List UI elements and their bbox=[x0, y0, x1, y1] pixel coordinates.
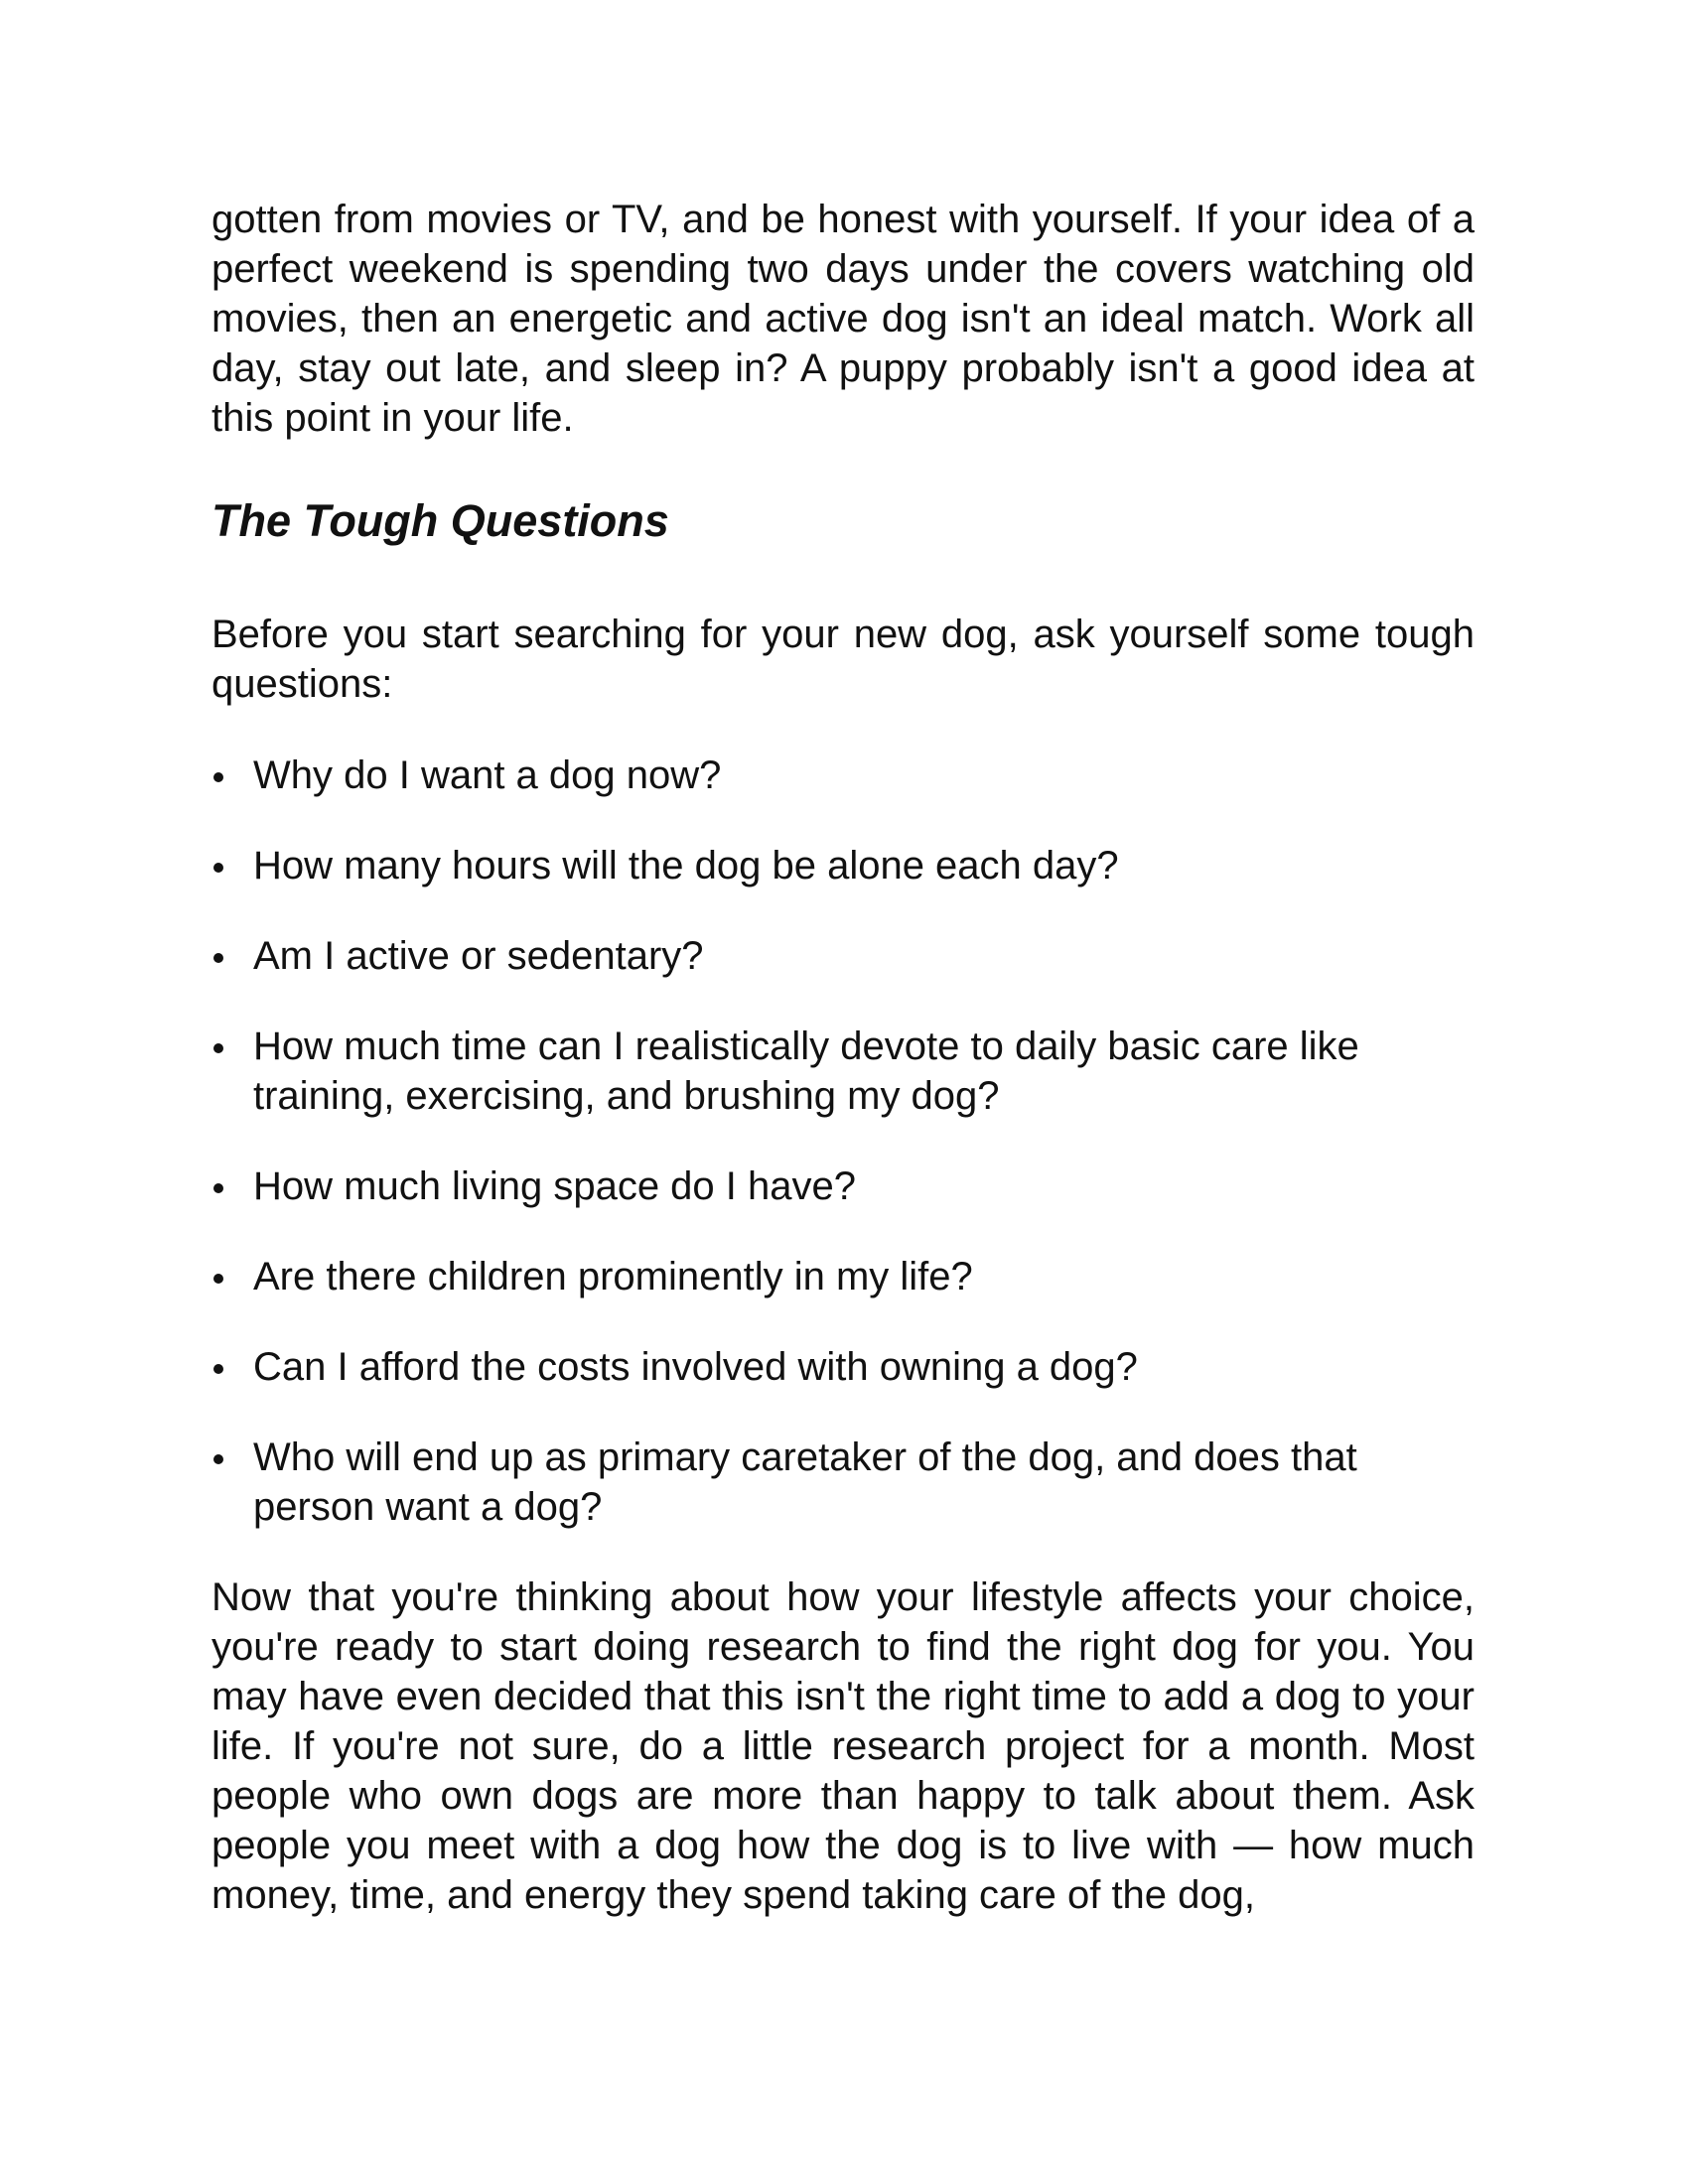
bullet-icon bbox=[213, 772, 223, 782]
question-text: Why do I want a dog now? bbox=[253, 753, 722, 797]
list-item bbox=[211, 1433, 1475, 1532]
document-page bbox=[211, 195, 1475, 1920]
question-text: Are there children prominently in my life? bbox=[253, 1255, 973, 1298]
bullet-icon bbox=[213, 863, 223, 873]
list-item bbox=[211, 1022, 1475, 1121]
question-text: How much living space do I have? bbox=[253, 1164, 856, 1208]
bullet-icon bbox=[213, 1454, 223, 1464]
list-item bbox=[211, 1161, 1475, 1211]
question-text: How much time can I realistically devote to daily basic care like training, exercising, and brushing my dog? bbox=[253, 1024, 1359, 1118]
list-item bbox=[211, 931, 1475, 981]
closing-paragraph: Now that you're thinking about how your lifestyle affects your choice, you're ready to start doing research to find the right dog for you. You may have even decided that this isn't the right time to add a dog to your life. If you're not sure, do a little research project for a month. Most people who own dogs are more than happy to talk about them. Ask people you meet with a dog how the dog is to live with — how much money, time, and energy they spend taking care of the dog, bbox=[211, 1575, 1475, 1917]
bullet-icon bbox=[213, 1183, 223, 1193]
opening-paragraph: gotten from movies or TV, and be honest with yourself. If your idea of a perfect weekend is spending two days under the covers watching old movies, then an energetic and active dog isn't an ideal match. Work all day, stay out late, and sleep in? A puppy probably isn't a good idea at this point in your life. bbox=[211, 198, 1475, 440]
intro-paragraph: Before you start searching for your new dog, ask yourself some tough questions: bbox=[211, 613, 1475, 706]
question-text: Who will end up as primary caretaker of the dog, and does that person want a dog? bbox=[253, 1435, 1357, 1529]
bullet-icon bbox=[213, 1274, 223, 1284]
questions-list bbox=[211, 751, 1475, 1532]
list-item bbox=[211, 1252, 1475, 1301]
bullet-icon bbox=[213, 1043, 223, 1053]
list-item bbox=[211, 1342, 1475, 1392]
section-heading: The Tough Questions bbox=[211, 495, 669, 546]
list-item bbox=[211, 841, 1475, 890]
question-text: How many hours will the dog be alone each day? bbox=[253, 844, 1119, 887]
bullet-icon bbox=[213, 1364, 223, 1374]
question-text: Can I afford the costs involved with owning a dog? bbox=[253, 1345, 1138, 1389]
list-item bbox=[211, 751, 1475, 800]
bullet-icon bbox=[213, 953, 223, 963]
question-text: Am I active or sedentary? bbox=[253, 934, 704, 978]
